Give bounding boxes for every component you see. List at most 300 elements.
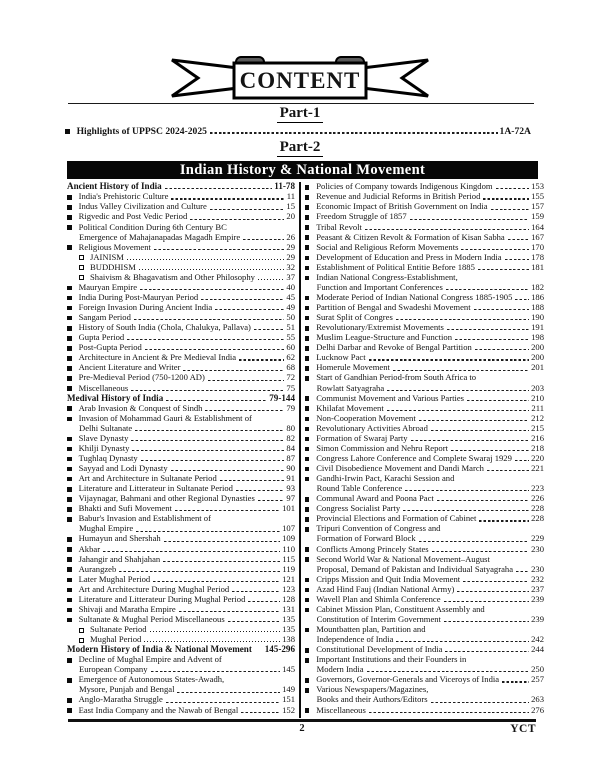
toc-item-text: Gandhi-Irwin Pact, Karachi Session and <box>316 473 455 484</box>
bullet-square-icon <box>67 286 72 291</box>
toc-item-text: Establishment of Political Entitie Before 1885 <box>316 261 475 272</box>
toc-item-text: Medival History of India <box>67 392 164 403</box>
bullet-square-icon <box>305 547 310 552</box>
toc-item-page: 131 <box>282 603 295 614</box>
dot-leader <box>135 430 284 431</box>
toc-item-page: 230 <box>531 563 544 574</box>
toc-item-text: Akbar <box>78 543 101 554</box>
bullet-square-icon <box>305 195 310 200</box>
toc-item-page: 97 <box>286 493 295 504</box>
dot-leader <box>140 289 284 290</box>
part2-heading-text: Part-2 <box>277 139 324 157</box>
toc-item-page: 239 <box>531 613 544 624</box>
toc-item-text: Bhakti and Sufi Movement <box>78 503 172 514</box>
bullet-square-icon <box>67 618 72 623</box>
toc-item-text: Independence of India <box>316 634 394 645</box>
bullet-square-icon <box>305 396 310 401</box>
toc-item-page: 29 <box>286 241 295 252</box>
toc-item-page: 164 <box>531 221 544 232</box>
toc-item-page: 135 <box>282 613 295 624</box>
toc-item-page: 215 <box>531 422 544 433</box>
bullet-square-icon <box>305 225 310 230</box>
dot-leader <box>367 671 530 672</box>
toc-item-page: 232 <box>531 573 544 584</box>
toc-item-page: 186 <box>531 291 544 302</box>
bullet-square-icon <box>305 427 310 432</box>
toc-item-text: Books and their Authors/Editors <box>316 694 428 705</box>
dot-leader <box>447 329 529 330</box>
toc-subitem <box>67 252 295 262</box>
bullet-square-icon <box>67 588 72 593</box>
dot-leader <box>496 188 530 189</box>
dot-leader <box>127 339 284 340</box>
part1-heading <box>0 105 600 123</box>
bullet-square-icon <box>305 266 310 271</box>
bullet-square-icon <box>305 598 310 603</box>
bullet-square-icon <box>67 517 72 522</box>
bullet-square-icon <box>305 517 310 522</box>
toc-item-text: Gupta Period <box>78 332 125 343</box>
toc-item-text: Tughlaq Dynasty <box>78 452 138 463</box>
bullet-square-icon <box>65 129 70 134</box>
toc-item-page: 211 <box>531 402 544 413</box>
toc-item-page: 121 <box>282 573 295 584</box>
toc-item-page: 228 <box>531 503 544 514</box>
bullet-square-icon <box>67 598 72 603</box>
toc-item-page: 90 <box>286 463 295 474</box>
toc-item <box>305 232 544 242</box>
bullet-square-icon <box>67 658 72 663</box>
toc-item-text: Literature and Litterateur During Mughal Period <box>78 593 246 604</box>
toc-item-page: 79-144 <box>269 392 295 403</box>
dot-leader <box>236 490 284 491</box>
bullet-square-icon <box>67 497 72 502</box>
toc-item-text: Aurangzeb <box>78 563 117 574</box>
toc-item-text: Pre-Medieval Period (750-1200 AD) <box>78 372 205 383</box>
bullet-square-icon <box>305 467 310 472</box>
bullet-square-icon <box>305 457 310 462</box>
bullet-square-icon <box>67 346 72 351</box>
dot-leader <box>179 611 280 612</box>
toc-item-page: 216 <box>531 432 544 443</box>
part2-heading <box>0 139 600 157</box>
toc-item-page: 51 <box>286 322 295 333</box>
toc-item-page: 229 <box>531 533 544 544</box>
toc-item-page: 135 <box>282 624 295 635</box>
toc-body <box>67 182 544 718</box>
bullet-square-icon <box>67 507 72 512</box>
toc-item <box>305 212 544 222</box>
dot-leader <box>210 209 285 210</box>
toc-item-text: Governors, Governor-Generals and Viceroys of India <box>316 674 500 685</box>
dot-leader <box>515 460 529 461</box>
toc-item-page: 20 <box>286 211 295 222</box>
dot-leader <box>131 390 284 391</box>
toc-item-text: JAINISM <box>90 251 124 262</box>
dot-leader <box>387 390 529 391</box>
toc-item-page: 190 <box>531 312 544 323</box>
toc-item-text: Slave Dynasty <box>78 432 129 443</box>
toc-item-text: Art and Architecture During Mughal Period <box>78 583 230 594</box>
dot-leader <box>183 370 284 371</box>
part1-heading-text: Part-1 <box>277 105 324 123</box>
page-number: 2 <box>299 723 305 734</box>
publisher-logo: YCT <box>510 723 536 735</box>
toc-item <box>305 403 544 413</box>
toc-item-page: 263 <box>531 694 544 705</box>
toc-item-page: 26 <box>286 231 295 242</box>
dot-leader <box>103 551 280 552</box>
toc-item-text: Khilafat Movement <box>316 402 384 413</box>
toc-item-text: Sayyad and Lodi Dynasty <box>78 463 168 474</box>
bullet-square-icon <box>67 608 72 613</box>
dot-leader <box>164 541 280 542</box>
toc-item-page: 11-78 <box>274 181 295 192</box>
toc-item-page: 198 <box>531 332 544 343</box>
toc-item-text: Rigvedic and Post Vedic Period <box>78 211 188 222</box>
column-divider <box>299 182 301 718</box>
toc-item <box>305 393 544 403</box>
toc-item <box>67 534 295 544</box>
toc-item-text: Indian National Congress-Establishment, <box>316 271 458 282</box>
bullet-square-icon <box>67 477 72 482</box>
toc-item-text: Mauryan Empire <box>78 281 138 292</box>
bullet-square-icon <box>305 708 310 713</box>
dot-leader <box>248 601 280 602</box>
bullet-square-icon <box>67 215 72 220</box>
toc-item-text: East India Company and the Nawab of Bengal <box>78 704 239 715</box>
dot-leader <box>171 198 284 199</box>
bullet-square-icon <box>305 316 310 321</box>
dot-leader <box>444 601 530 602</box>
toc-item-text: Miscellaneous <box>316 704 366 715</box>
toc-item-page: 276 <box>531 704 544 715</box>
bullet-hollow-square-icon <box>79 638 84 643</box>
dot-leader <box>205 410 284 411</box>
toc-item <box>67 242 295 252</box>
dot-leader <box>139 269 285 270</box>
toc-item-page: 212 <box>531 412 544 423</box>
dot-leader <box>478 269 529 270</box>
toc-item-page: 55 <box>286 332 295 343</box>
toc-item-text: Tribal Revolt <box>316 221 362 232</box>
toc-item-page: 107 <box>282 523 295 534</box>
toc-item <box>67 403 295 413</box>
toc-item-continuation <box>305 534 544 544</box>
toc-item-page: 244 <box>531 644 544 655</box>
toc-item-text: Mughal Empire <box>79 523 134 534</box>
dot-leader <box>457 591 529 592</box>
dot-leader <box>419 541 529 542</box>
toc-item-text: Art and Architecture in Sultanate Period <box>78 473 217 484</box>
content-title: CONTENT <box>239 68 361 93</box>
bullet-square-icon <box>305 235 310 240</box>
dot-leader <box>154 249 284 250</box>
toc-item-page: 123 <box>282 583 295 594</box>
toc-item-text: Important Institutions and their Founders in <box>316 654 467 665</box>
bullet-square-icon <box>305 588 310 593</box>
toc-item <box>67 554 295 564</box>
toc-item-page: 250 <box>531 664 544 675</box>
dot-leader <box>369 712 529 713</box>
dot-leader <box>151 671 281 672</box>
toc-item-text: Emergence of Autonomous States-Awadh, <box>78 674 225 685</box>
bullet-square-icon <box>67 678 72 683</box>
toc-item-page: 32 <box>286 261 295 272</box>
toc-item-text: Shaivism & Bhagavatism and Other Philosophy <box>90 271 255 282</box>
bullet-square-icon <box>305 688 310 693</box>
bullet-square-icon <box>305 376 310 381</box>
dot-leader <box>410 219 529 220</box>
toc-item-text: Conflicts Among Princely States <box>316 543 429 554</box>
dot-leader <box>444 621 529 622</box>
dot-leader <box>431 430 529 431</box>
toc-item-text: Non-Cooperation Movement <box>316 412 416 423</box>
dot-leader <box>467 400 529 401</box>
toc-item-page: 138 <box>282 634 295 645</box>
bullet-square-icon <box>305 497 310 502</box>
bullet-hollow-square-icon <box>79 628 84 633</box>
toc-item-text: Anglo-Maratha Struggle <box>78 694 163 705</box>
toc-item-text: Homerule Movement <box>316 362 390 373</box>
toc-item-continuation <box>305 695 544 705</box>
toc-item-text: Shivaji and Maratha Empire <box>78 603 176 614</box>
bullet-square-icon <box>305 437 310 442</box>
bullet-square-icon <box>67 698 72 703</box>
toc-item-page: 228 <box>531 513 544 524</box>
dot-leader <box>239 359 284 360</box>
dot-leader <box>177 692 280 693</box>
toc-item-page: 220 <box>531 452 544 463</box>
toc-item-page: 221 <box>531 463 544 474</box>
toc-item-page: 242 <box>531 634 544 645</box>
toc-item-text: Proposal, Demand of Pakistan and Individual Satyagraha <box>316 563 514 574</box>
toc-item-page: 152 <box>282 704 295 715</box>
toc-item-text: History of South India (Chola, Chalukya, Pallava) <box>78 322 251 333</box>
bullet-square-icon <box>67 316 72 321</box>
dot-leader <box>396 319 529 320</box>
bullet-square-icon <box>305 527 310 532</box>
dot-leader <box>258 500 285 501</box>
toc-item <box>305 373 544 383</box>
toc-item-text: Political Condition During 6th Century BC <box>78 221 227 232</box>
toc-item-text: Architecture in Ancient & Pre Medieval India <box>78 352 237 363</box>
dot-leader <box>163 561 280 562</box>
toc-item <box>305 705 544 715</box>
bullet-square-icon <box>305 628 310 633</box>
toc-item-page: 50 <box>286 312 295 323</box>
toc-item-text: India's Prehistoric Culture <box>78 191 169 202</box>
toc-item-page: 153 <box>531 181 544 192</box>
toc-item-page: 223 <box>531 483 544 494</box>
dot-leader <box>446 289 529 290</box>
toc-item-page: 79 <box>286 402 295 413</box>
toc-item-text: Formation of Swaraj Party <box>316 432 408 443</box>
toc-item-page: 87 <box>286 452 295 463</box>
toc-item-text: Congress Socialist Party <box>316 503 401 514</box>
bullet-square-icon <box>305 205 310 210</box>
toc-item <box>67 544 295 554</box>
dot-leader <box>419 420 529 421</box>
toc-item-text: Economic Impact of British Government on India <box>316 201 488 212</box>
bullet-square-icon <box>67 366 72 371</box>
toc-item-text: Development of Education and Press in Modern India <box>316 251 502 262</box>
toc-item-text: Partition of Bengal and Swadeshi Movement <box>316 302 471 313</box>
bullet-square-icon <box>305 185 310 190</box>
bullet-square-icon <box>67 225 72 230</box>
toc-item-text: Khilji Dynasty <box>78 442 130 453</box>
toc-item-page: 62 <box>286 352 295 363</box>
toc-item-text: Literature and Litterateur in Sultanate Period <box>78 483 233 494</box>
dot-leader <box>461 249 529 250</box>
toc-item-text: Formation of Forward Block <box>316 533 416 544</box>
toc-item-text: Communal Award and Poona Pact <box>316 493 434 504</box>
toc-item-text: Rowlatt Satyagraha <box>316 382 385 393</box>
bullet-square-icon <box>305 658 310 663</box>
dot-leader <box>228 621 280 622</box>
toc-item-text: Indus Valley Civilization and Culture <box>78 201 207 212</box>
toc-item-text: Jahangir and Shahjahan <box>78 553 161 564</box>
toc-item-page: 91 <box>286 473 295 484</box>
toc-item-text: Religious Movement <box>78 241 151 252</box>
toc-item-page: 110 <box>282 543 295 554</box>
dot-leader <box>396 641 529 642</box>
bullet-square-icon <box>67 567 72 572</box>
bullet-square-icon <box>67 376 72 381</box>
toc-item <box>305 222 544 232</box>
toc-item-text: Peasant & Citizen Revolt & Formation of Kisan Sabha <box>316 231 505 242</box>
dot-leader <box>241 712 280 713</box>
toc-item-text: Constitutional Development of India <box>316 644 443 655</box>
part1-item-row <box>65 126 531 137</box>
dot-leader <box>220 480 285 481</box>
toc-item <box>305 242 544 252</box>
toc-item-page: 157 <box>531 201 544 212</box>
toc-item-text: Surat Split of Congres <box>316 312 393 323</box>
bullet-square-icon <box>67 437 72 442</box>
toc-item-page: 155 <box>531 191 544 202</box>
dot-leader <box>487 470 529 471</box>
dot-leader <box>491 209 530 210</box>
dot-leader <box>475 349 529 350</box>
dot-leader <box>166 400 267 401</box>
bullet-square-icon <box>305 215 310 220</box>
toc-item-page: 237 <box>531 583 544 594</box>
toc-item-text: Social and Religious Reform Movements <box>316 241 459 252</box>
toc-left-column <box>67 182 295 718</box>
dot-leader <box>175 510 280 511</box>
bullet-square-icon <box>305 256 310 261</box>
bullet-square-icon <box>67 547 72 552</box>
toc-item-page: 200 <box>531 352 544 363</box>
toc-item-text: Cripps Mission and Quit India Movement <box>316 573 461 584</box>
bullet-square-icon <box>67 306 72 311</box>
dot-leader <box>190 219 284 220</box>
toc-item <box>305 574 544 584</box>
toc-item-page: 75 <box>286 382 295 393</box>
bullet-hollow-square-icon <box>79 265 84 270</box>
bullet-square-icon <box>305 578 310 583</box>
dot-leader <box>437 500 529 501</box>
toc-item-text: Tripuri Convention of Congress and <box>316 523 441 534</box>
bullet-square-icon <box>305 678 310 683</box>
bullet-square-icon <box>67 537 72 542</box>
dot-leader <box>445 651 529 652</box>
toc-item-page: 11 <box>286 191 295 202</box>
bullet-square-icon <box>67 195 72 200</box>
toc-item-text: Various Newspapers/Magazines, <box>316 684 429 695</box>
bullet-square-icon <box>67 708 72 713</box>
dot-leader <box>145 349 285 350</box>
toc-item-text: Mountbatten plan, Partition and <box>316 624 426 635</box>
bullet-square-icon <box>305 326 310 331</box>
toc-item-text: Lucknow Pact <box>316 352 366 363</box>
bullet-square-icon <box>305 447 310 452</box>
toc-item <box>67 705 295 715</box>
toc-item-continuation <box>305 383 544 393</box>
bullet-square-icon <box>67 326 72 331</box>
dot-leader <box>208 380 285 381</box>
toc-item <box>67 222 295 232</box>
bullet-square-icon <box>67 356 72 361</box>
toc-item-text: Provincial Elections and Formation of Cabinet <box>316 513 477 524</box>
section-banner: Indian History & National Movement <box>67 161 538 179</box>
toc-item-page: 200 <box>531 342 544 353</box>
toc-item <box>67 564 295 574</box>
bullet-hollow-square-icon <box>79 255 84 260</box>
bullet-square-icon <box>305 406 310 411</box>
toc-item-page: 145-296 <box>264 644 295 655</box>
toc-item-text: BUDDHISM <box>90 261 136 272</box>
bullet-square-icon <box>305 477 310 482</box>
bullet-square-icon <box>305 417 310 422</box>
toc-item-text: Round Table Conference <box>316 483 403 494</box>
dot-leader <box>365 229 529 230</box>
bullet-square-icon <box>67 386 72 391</box>
toc-item-page: 115 <box>282 553 295 564</box>
toc-item-text: Start of Gandhian Period-from South Africa to <box>316 372 477 383</box>
toc-item-page: 145 <box>282 664 295 675</box>
toc-item-text: Delhi Sultanate <box>79 422 133 433</box>
toc-item-text: Sangam Period <box>78 312 131 323</box>
dot-leader <box>516 571 529 572</box>
toc-item-text: Wavell Plan and Shimla Conference <box>316 593 441 604</box>
toc-item-text: Second World War & National Movement–August <box>316 553 490 564</box>
toc-item-text: Policies of Company towards Indigenous Kingdom <box>316 181 493 192</box>
bullet-hollow-square-icon <box>79 275 84 280</box>
toc-item <box>67 695 295 705</box>
dot-leader <box>474 309 529 310</box>
toc-item <box>67 373 295 383</box>
toc-item-page: 149 <box>282 684 295 695</box>
toc-item-page: 191 <box>531 322 544 333</box>
bullet-square-icon <box>67 417 72 422</box>
dot-leader <box>258 279 284 280</box>
bullet-square-icon <box>305 346 310 351</box>
toc-item <box>305 252 544 262</box>
toc-item-page: 72 <box>286 372 295 383</box>
toc-item <box>305 554 544 564</box>
toc-item-text: Humayun and Shershah <box>78 533 161 544</box>
toc-item-page: 159 <box>531 211 544 222</box>
toc-item-text: Babur's Invasion and Establishment of <box>78 513 211 524</box>
toc-item-text: Modern History of India & National Movement <box>67 644 252 655</box>
bullet-square-icon <box>305 366 310 371</box>
bullet-square-icon <box>305 356 310 361</box>
toc-item-page: 37 <box>286 271 295 282</box>
dot-leader <box>134 319 285 320</box>
dot-leader <box>119 571 280 572</box>
